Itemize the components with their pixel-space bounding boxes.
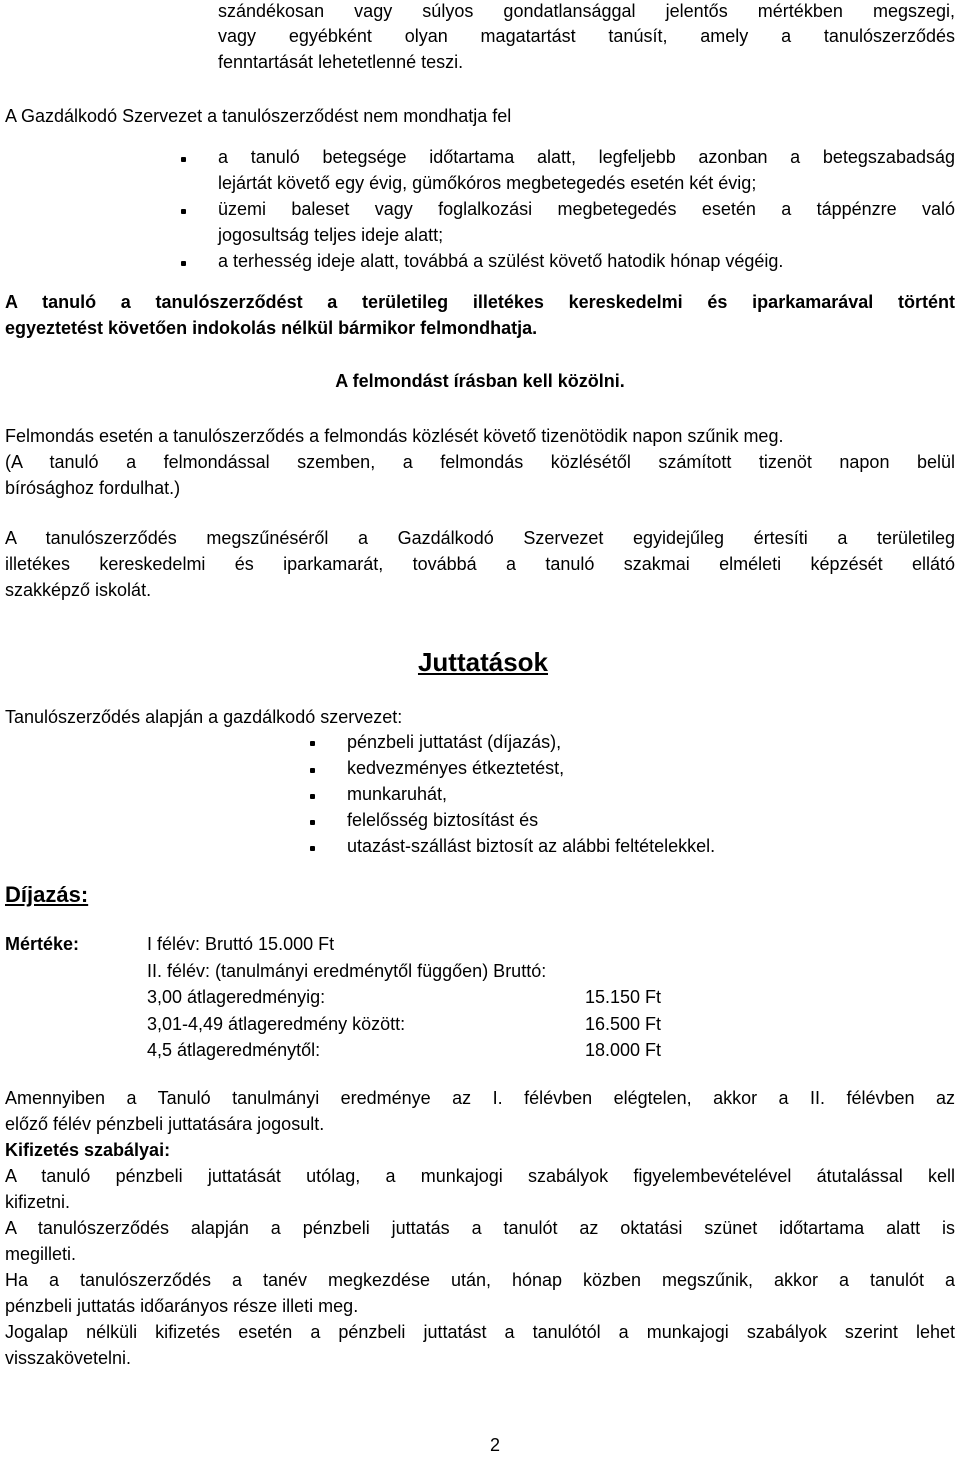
notification-line: A tanulószerződés megszűnéséről a Gazdálkodó Szervezet egyidejűleg értesíti a területileg: [5, 528, 955, 548]
bullet-icon: [310, 768, 315, 773]
intro-line: szándékosan vagy súlyos gondatlansággal jelentős mértékben megszegi,: [218, 1, 955, 21]
list-item: a tanuló betegsége időtartama alatt, legfeljebb azonban a betegszabadság: [218, 147, 955, 167]
written-notice: A felmondást írásban kell közölni.: [335, 371, 625, 391]
bullet-icon: [310, 741, 315, 746]
termination-heading: A Gazdálkodó Szervezet a tanulószerződést nem mondhatja fel: [5, 106, 512, 126]
list-item: pénzbeli juttatást (díjazás),: [347, 732, 562, 752]
amount-label: Mértéke:: [5, 934, 80, 954]
termination-effect-line: (A tanuló a felmondással szemben, a felmondás közlésétől számított tizenöt napon belül: [5, 452, 955, 472]
bullet-icon: [310, 820, 315, 825]
student-notice-line: A tanuló a tanulószerződést a területileg illetékes kereskedelmi és iparkamarával történt: [5, 292, 955, 312]
payment-line: A tanuló pénzbeli juttatását utólag, a munkajogi szabályok figyelembevételével átutalással kell: [5, 1166, 955, 1186]
termination-effect-line: bírósághoz fordulhat.): [5, 478, 181, 498]
student-notice-line: egyeztetést követően indokolás nélkül bármikor felmondhatja.: [5, 318, 538, 338]
pay-row-label: 3,00 átlageredményig:: [147, 987, 326, 1007]
failing-line: Amennyiben a Tanuló tanulmányi eredménye az I. félévben elégtelen, akkor a II. félévben az: [5, 1088, 955, 1108]
payment-line: kifizetni.: [5, 1192, 71, 1212]
semester2: II. félév: (tanulmányi eredménytől függően) Bruttó:: [147, 961, 547, 981]
list-item: jogosultság teljes ideje alatt;: [218, 225, 444, 245]
payment-line: pénzbeli juttatás időarányos része illeti meg.: [5, 1296, 359, 1316]
pay-row-amount: 15.150 Ft: [585, 987, 662, 1007]
pay-row-amount: 18.000 Ft: [585, 1040, 662, 1060]
list-item: munkaruhát,: [347, 784, 448, 804]
bullet-icon: [181, 209, 186, 214]
list-item: a terhesség ideje alatt, továbbá a szülést követő hatodik hónap végéig.: [218, 251, 784, 271]
payment-line: Jogalap nélküli kifizetés esetén a pénzbeli juttatást a tanulótól a munkajogi szabályok szerint lehet: [5, 1322, 955, 1342]
pay-heading: Díjazás:: [5, 882, 89, 907]
pay-row-label: 3,01-4,49 átlageredmény között:: [147, 1014, 406, 1034]
pay-row-amount: 16.500 Ft: [585, 1014, 662, 1034]
failing-line: előző félév pénzbeli juttatására jogosult.: [5, 1114, 325, 1134]
list-item: felelősség biztosítást és: [347, 810, 539, 830]
bullet-icon: [310, 846, 315, 851]
bullet-icon: [181, 261, 186, 266]
payment-line: visszakövetelni.: [5, 1348, 132, 1368]
pay-row-label: 4,5 átlageredménytől:: [147, 1040, 321, 1060]
list-item: kedvezményes étkeztetést,: [347, 758, 565, 778]
notification-line: szakképző iskolát.: [5, 580, 152, 600]
list-item: lejártát követő egy évig, gümőkóros megbetegedés esetén két évig;: [218, 173, 757, 193]
list-item: üzemi baleset vagy foglalkozási megbetegedés esetén a táppénzre való: [218, 199, 955, 219]
payment-line: A tanulószerződés alapján a pénzbeli juttatás a tanulót az oktatási szünet időtartama alatt is: [5, 1218, 955, 1238]
notification-line: illetékes kereskedelmi és iparkamarát, továbbá a tanuló szakmai elméleti képzését ellátó: [5, 554, 955, 574]
termination-effect-line: Felmondás esetén a tanulószerződés a felmondás közlését követő tizenötödik napon szűnik meg.: [5, 426, 784, 446]
payment-rules-heading: Kifizetés szabályai:: [5, 1140, 171, 1160]
payment-line: Ha a tanulószerződés a tanév megkezdése után, hónap közben megszűnik, akkor a tanulót a: [5, 1270, 955, 1290]
section-title: Juttatások: [417, 647, 549, 677]
bullet-icon: [181, 157, 186, 162]
semester1: I félév: Bruttó 15.000 Ft: [147, 934, 335, 954]
list-item: utazást-szállást biztosít az alábbi feltételekkel.: [347, 836, 716, 856]
payment-line: megilleti.: [5, 1244, 77, 1264]
bullet-icon: [310, 794, 315, 799]
intro-line: fenntartását lehetetlenné teszi.: [218, 52, 464, 72]
benefits-intro: Tanulószerződés alapján a gazdálkodó szervezet:: [5, 707, 403, 727]
intro-line: vagy egyébként olyan magatartást tanúsít, amely a tanulószerződés: [218, 26, 955, 46]
page-number: 2: [489, 1435, 500, 1455]
